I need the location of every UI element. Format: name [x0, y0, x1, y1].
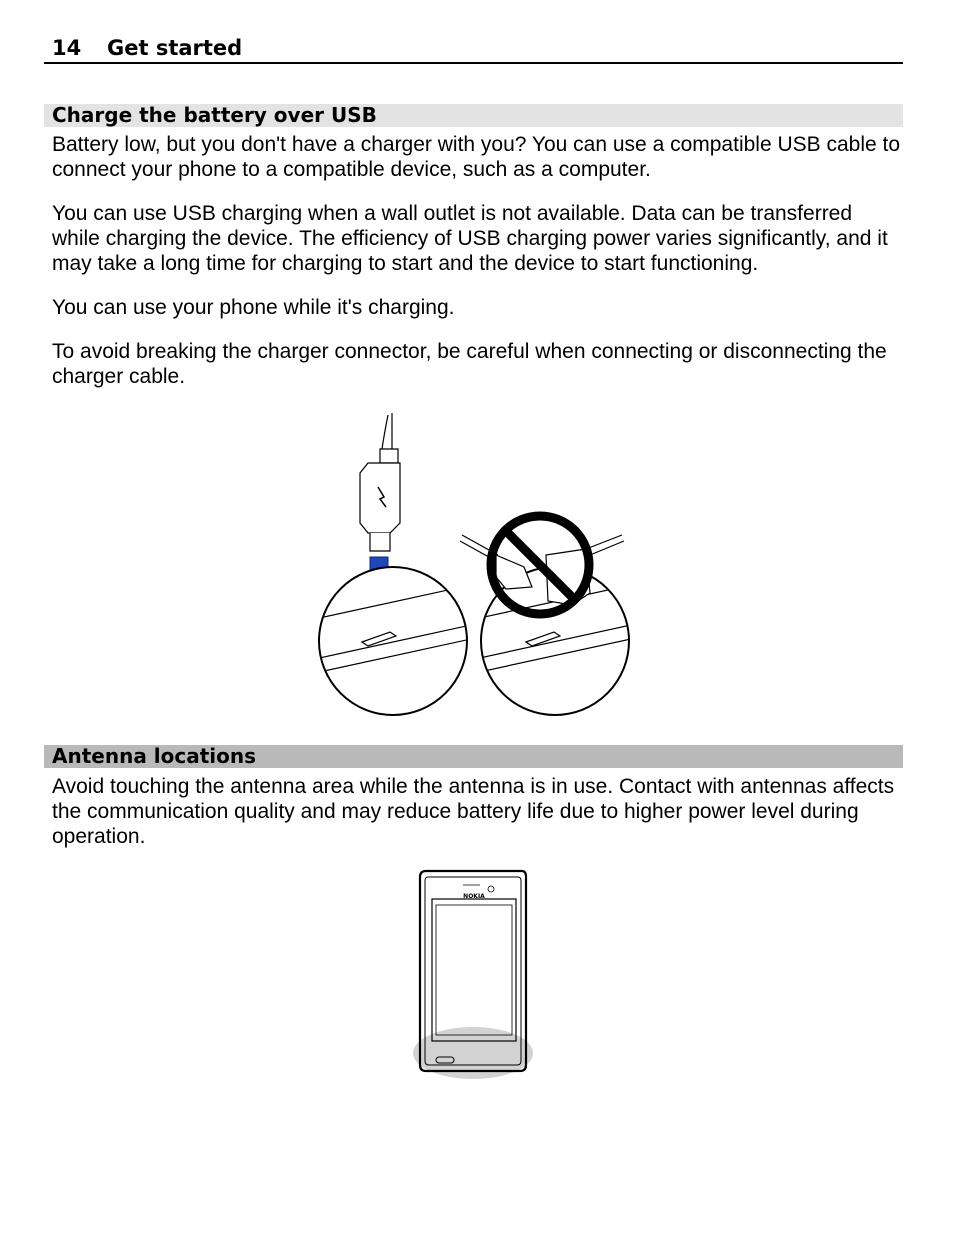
usb-cable-icon	[360, 413, 400, 551]
section-heading-usb-charging: Charge the battery over USB	[44, 104, 903, 127]
paragraph: Avoid touching the antenna area while the antenna is in use. Contact with antennas affects the communication quality and may reduce battery life due to higher power level during operation.	[52, 775, 895, 848]
chapter-title: Get started	[107, 36, 243, 60]
paragraph: You can use USB charging when a wall outlet is not available. Data can be transferred while charging the device. The efficiency of USB charging power varies significantly, and it may take a long time for charging to start and the device to start functioning.	[52, 202, 888, 275]
phone-port-closeup-left	[315, 567, 480, 715]
brand-logo: NOKIA	[463, 893, 485, 900]
page-header	[44, 34, 903, 64]
phone-antenna-illustration	[408, 865, 543, 1087]
paragraph: You can use your phone while it's charging.	[52, 296, 455, 319]
section-heading-antenna: Antenna locations	[44, 745, 903, 768]
phone-body-icon	[420, 871, 526, 1071]
usb-connection-illustration	[310, 405, 640, 725]
paragraph: To avoid breaking the charger connector, be careful when connecting or disconnecting the charger cable.	[52, 340, 887, 388]
paragraph: Battery low, but you don't have a charger with you? You can use a compatible USB cable to connect your phone to a compatible device, such as a computer.	[52, 133, 901, 181]
page-number: 14	[52, 36, 82, 60]
